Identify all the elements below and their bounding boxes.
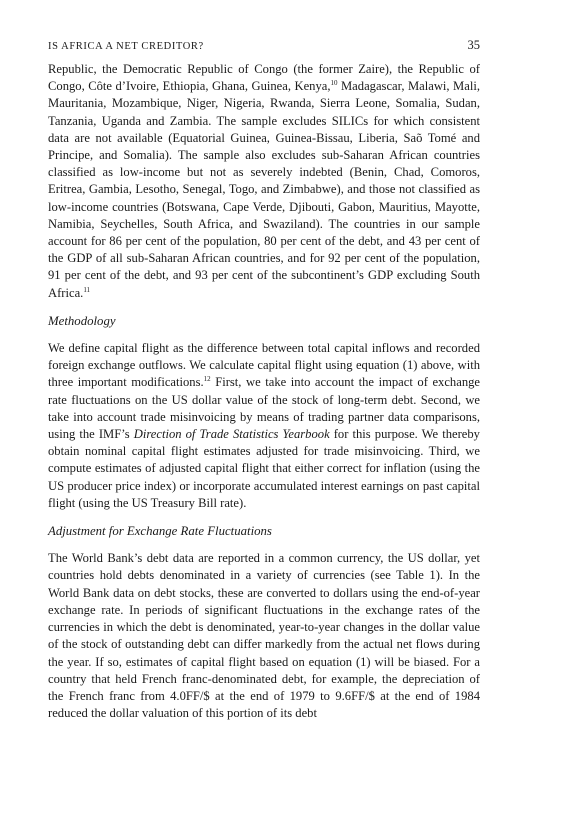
footnote-ref-12: 12 [203,375,211,384]
running-head [48,38,480,53]
methodology-paragraph [48,340,480,512]
methodology-text-a: We define capital flight as the difference between total capital inflows and recorded foreign exchange outflows. We calculate capital flight using equation (1) above, with three important modifications. [48,341,480,390]
exchange-paragraph: The World Bank’s debt data are reported in a common currency, the US dollar, yet countries hold debts denominated in a variety of currencies (see Table 1). In the World Bank data on debt stocks, these are converted to dollars using the end-of-year exchange rate. In periods of significant fluctuations in the exchange rates of the currencies in which the debt is denominated, year-to-year changes in the dollar value of the stock of outstanding debt can differ markedly from the actual net flows during the year. If so, estimates of capital flight based on equation (1) will be biased. For a country that held French franc-denominated debt, for example, the depreciation of the French franc from 4.0FF/$ at the end of 1979 to 9.6FF/$ at the end of 1984 reduced the dollar valuation of this portion of its debt [48,551,480,721]
intro-text-a: Republic, the Democratic Republic of Congo (the former Zaire), the Republic of Congo, Côte d’Ivoire, Ethiopia, Ghana, Guinea, Kenya, [48,62,480,94]
footnote-ref-11: 11 [83,285,91,294]
page-number: 35 [467,38,480,52]
methodology-text-b: First, we take into account the impact of exchange rate fluctuations on the US dollar value of the stock of long-term debt. Second, we take into account trade misinvoicing by means of trading partner data comparisons, using the IMF’s [48,375,480,442]
book-page [48,38,480,722]
exchange-heading: Adjustment for Exchange Rate Fluctuations [48,524,272,539]
footnote-ref-10: 10 [330,79,338,88]
running-title: IS AFRICA A NET CREDITOR? [48,41,204,52]
intro-text-b: Madagascar, Malawi, Mali, Mauritania, Mozambique, Niger, Nigeria, Rwanda, Sierra Leone, Somalia, Sudan, Tanzania, Uganda and Zambia. The sample excludes SILICs for which consistent data are not available (Equatorial Guinea, Guinea-Bissau, Liberia, Saõ Tomé and Principe, and Somalia). The sample also excludes sub-Saharan African countries classified as low-income but not as severely indebted (Benin, Chad, Comoros, Eritrea, Gambia, Lesotho, Senegal, Togo, and Zimbabwe), and those not classified as low-income countries (Botswana, Cape Verde, Djibouti, Gabon, Mauritius, Mayotte, Namibia, Seychelles, South Africa, and Swaziland). The countries in our sample account for 86 per cent of the population, 80 per cent of the debt, and 43 per cent of the GDP of all sub-Saharan African countries, and for 92 per cent of the population, 91 per cent of the debt, and 93 per cent of the subcontinent’s GDP excluding South Africa. [48,79,480,300]
methodology-text-c: for this purpose. We thereby obtain nominal capital flight estimates adjusted for trade misinvoicing. Third, we compute estimates of adjusted capital flight that either correct for inflation (using the US producer price index) or incorporate accumulated interest earnings on past capital flight (using the US Treasury Bill rate). [48,427,480,510]
methodology-heading: Methodology [48,313,116,328]
source-title: Direction of Trade Statistics Yearbook [133,427,330,442]
intro-paragraph [48,61,480,302]
